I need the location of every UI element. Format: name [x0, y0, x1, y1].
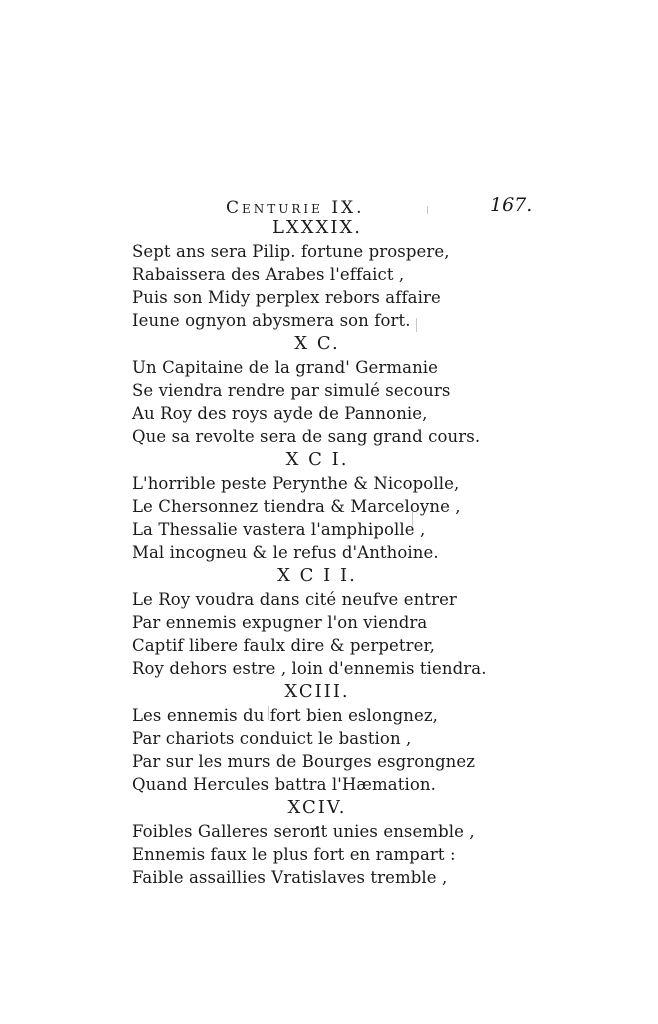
running-head: Centurie IX.: [226, 198, 365, 218]
quatrain-numeral: X C I.: [285, 449, 349, 470]
verse-line: Se viendra rendre par simulé secours: [132, 381, 451, 400]
verse-line: Que sa revolte sera de sang grand cours.: [132, 427, 481, 446]
quatrain: [132, 448, 472, 564]
quatrain: [132, 564, 487, 680]
verse-line: Par chariots conduict le bastion ,: [132, 729, 412, 748]
verse-line: Rabaissera des Arabes l'effaict ,: [132, 265, 405, 284]
verse-line: Le Roy voudra dans cité neufve entrer: [132, 590, 457, 609]
page-number: 167.: [490, 194, 533, 216]
quatrain-numeral: X C I I.: [277, 565, 357, 586]
verse-text-block: [132, 216, 487, 889]
verse-line: Un Capitaine de la grand' Germanie: [132, 358, 439, 377]
verse-line: Les ennemis du fort bien eslongnez,: [132, 706, 439, 725]
verse-line: Foibles Galleres seront unies ensemble ,: [132, 822, 475, 841]
verse-line: Puis son Midy perplex rebors affaire: [132, 288, 441, 307]
verse-line: Faible assaillies Vratislaves tremble ,: [132, 868, 448, 887]
verse-line: Mal incogneu & le refus d'Anthoine.: [132, 543, 439, 562]
quatrain-numeral: XCIII.: [284, 681, 350, 702]
verse-line: Roy dehors estre , loin d'ennemis tiendra.: [132, 659, 487, 678]
verse-line: Ieune ognyon abysmera son fort.: [132, 311, 411, 330]
verse-line: Ennemis faux le plus fort en rampart :: [132, 845, 456, 864]
verse-line: Par ennemis expugner l'on viendra: [132, 613, 428, 632]
verse-line: Par sur les murs de Bourges esgrongnez: [132, 752, 476, 771]
verse-line: L'horrible peste Perynthe & Nicopolle,: [132, 474, 460, 493]
quatrain: [132, 216, 472, 332]
quatrain: [132, 680, 476, 796]
quatrain-numeral: XCIV.: [287, 797, 347, 818]
quatrain-numeral: LXXXIX.: [271, 217, 363, 238]
verse-line: Le Chersonnez tiendra & Marceloyne ,: [132, 497, 461, 516]
verse-line: La Thessalie vastera l'amphipolle ,: [132, 520, 426, 539]
quatrain: [132, 796, 475, 889]
verse-line: Quand Hercules battra l'Hæmation.: [132, 775, 436, 794]
verse-line: Captif libere faulx dire & perpetrer,: [132, 636, 435, 655]
quatrain: [132, 332, 481, 448]
verse-line: Sept ans sera Pilip. fortune prospere,: [132, 242, 450, 261]
quatrain-numeral: X C.: [294, 333, 340, 354]
verse-line: Au Roy des roys ayde de Pannonie,: [132, 404, 428, 423]
gutter-shadow-mark: [427, 206, 428, 214]
